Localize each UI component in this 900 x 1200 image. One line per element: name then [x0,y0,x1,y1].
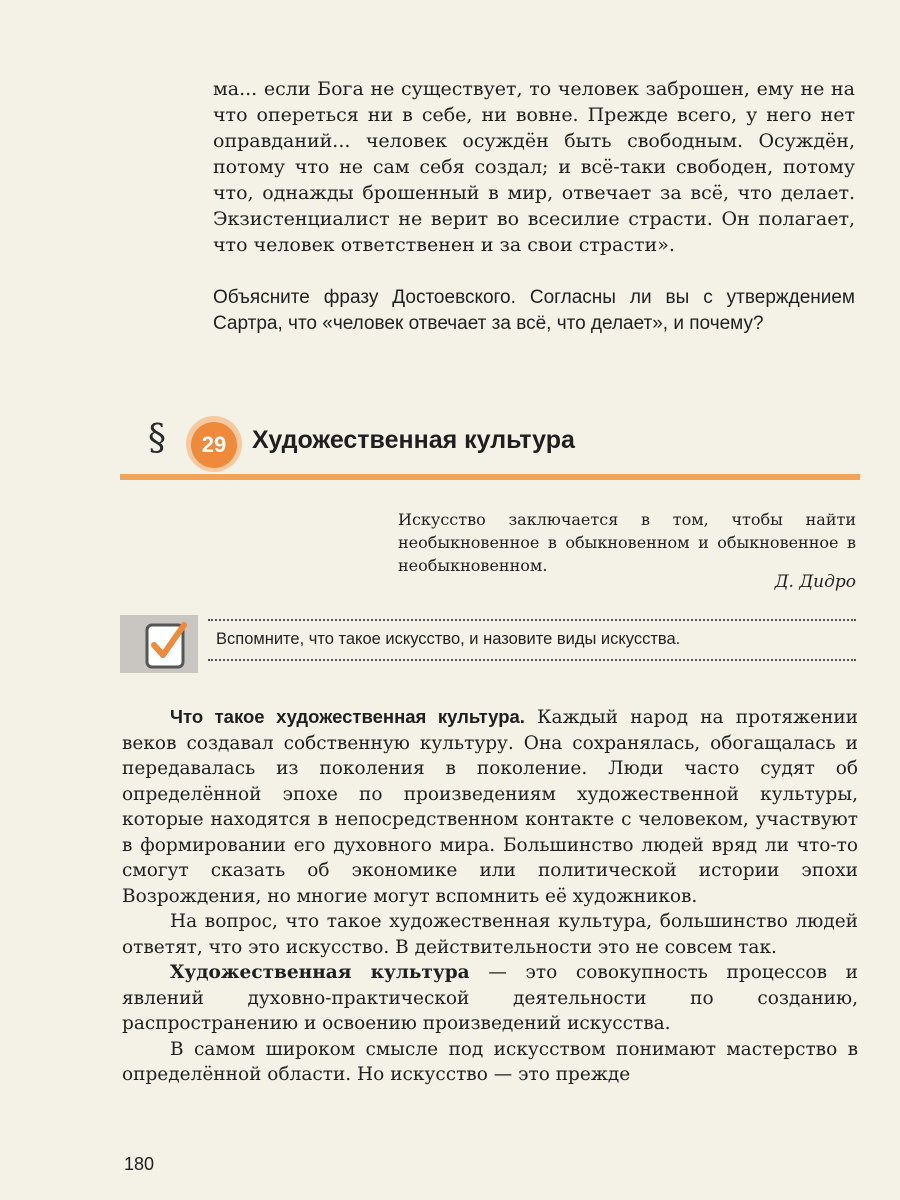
paragraph-3-text: — это совокупность процессов и явлений духовно-практической деятельности по созданию, распространению и освоению произведений искусства. [122,962,858,1034]
section-divider [120,474,860,480]
paragraph-3 [122,960,858,1037]
section-number: 29 [191,422,237,468]
quote-text: ма... если Бога не существует, то человек заброшен, ему не на что опереться ни в себе, ни вовне. Прежде всего, у него нет оправданий... человек осуждён быть свободным. Осуждён, потому что не сам себя создал; и всё-таки свободен, потому что, однажды брошенный в мир, отвечает за всё, что делает. Экзистенциалист не верит во всесилие страсти. Он полагает, что человек ответственен и за свои страсти». [213,78,855,256]
paragraph-4: В самом широком смысле под искусством понимают мастерство в определённой области. Но искусство — это прежде [122,1038,858,1085]
paragraph-1 [122,704,858,909]
section-title: Художественная культура [252,426,575,454]
section-sign: § [148,418,166,459]
paragraph-1-text: Каждый народ на протяжении веков создавал собственную культуру. Она сохранялась, обогащалась и передавалась из поколения в поколение. Люди часто судят об определённой эпохе по произведениям художественной культуры, которые находятся в непосредственном контакте с человеком, участвуют в формировании его духовного мира. Большинство людей вряд ли что-то смогут сказать об экономике или политической истории эпохи Возрождения, но многие могут вспомнить её художников. [122,707,858,907]
recall-box [120,615,860,685]
checkmark-icon [144,619,190,671]
paragraph-2: На вопрос, что такое художественная культура, большинство людей ответят, что это искусство. В действительности это не совсем так. [122,911,858,958]
epigraph-text: Искусство заключается в том, чтобы найти необыкновенное в обыкновенном и обыкновенное в необыкновенном. [398,510,856,575]
page-number: 180 [124,1154,155,1174]
quote-block [213,76,855,258]
section-header [120,408,860,488]
recall-text: Вспомните, что такое искусство, и назовите виды искусства. [216,630,681,648]
body-text [122,704,858,1088]
paragraph-heading: Что такое художественная культура. [170,706,525,727]
question-text: Объясните фразу Достоевского. Согласны ли вы с утверждением Сартра, что «человек отвечает за всё, что делает», и почему? [213,287,855,334]
term-definition: Художественная культура [170,962,470,983]
recall-dotted-line-top [208,619,856,621]
recall-dotted-line-bottom [208,659,856,661]
epigraph-author: Д. Дидро [774,572,856,592]
